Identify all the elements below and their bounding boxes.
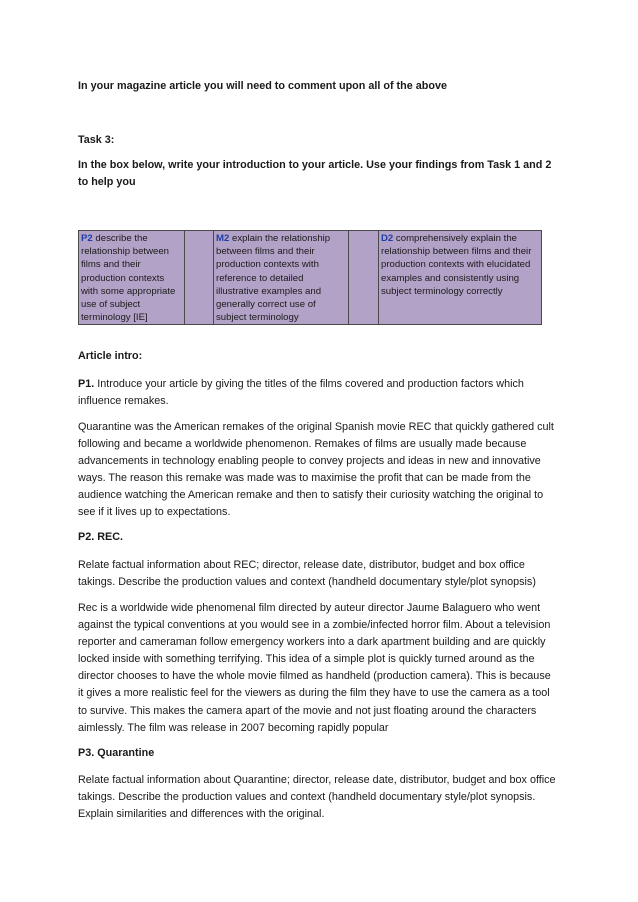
p3-prompt: Relate factual information about Quarantine; director, release date, distributor, budget and box office takings. Describe the production values and context (handheld documentary style/plot synopsis. Explain similarities and differences with the original. (78, 774, 556, 821)
criteria-row (79, 231, 542, 325)
p1-prompt (78, 376, 558, 410)
grade-label: M2 (216, 233, 230, 244)
task-instruction: In the box below, write your introduction to your article. Use your findings from Task 1 and 2 to help you (78, 159, 552, 188)
criteria-p2-cell (79, 231, 185, 325)
criteria-text: describe the relationship between films and their production contexts with some appropriate use of subject terminology [IE] (81, 233, 176, 324)
p2-body: Rec is a worldwide wide phenomenal film directed by auteur director Jaume Balaguero who went against the typical conventions at you would see in a zombie/infected horror film. About a television reporter and cameraman follow emergency workers into a dark apartment building and are quickly locked inside with something terrifying. This idea of a simple plot is quickly turned around as the director chooses to have the whole movie filmed as handheld (production camera). This is because it gives a more realistic feel for the viewers as during the film they have to use the camera as a tool to survive. This makes the camera apart of the movie and not just floating around the characters aimlessly. The film was release in 2007 becoming rapidly popular (78, 602, 551, 734)
p2-heading: P2. REC. (78, 531, 124, 543)
criteria-table (78, 230, 542, 325)
p2-prompt: Relate factual information about REC; director, release date, distributor, budget and box office takings. Describe the production values and context (handheld documentary style/plot synopsis) (78, 559, 536, 589)
criteria-d2-cell (379, 231, 542, 325)
p1-body: Quarantine was the American remakes of the original Spanish movie REC that quickly gathered cult following and became a worldwide phenomenon. Remakes of films are usually made because advancements in technology enabling people to convey projects and ideas in new and innovative ways. The reason this remake was made was to maximise the profit that can be made from the audience watching the American remake and then to satisfy their curiosity watching the original to see if it lives up to expectations. (78, 421, 554, 519)
p1-label: P1. (78, 378, 95, 390)
criteria-m2-cell (214, 231, 349, 325)
article-intro-heading: Article intro: (78, 350, 143, 362)
criteria-check-cell (349, 231, 379, 325)
intro-note: In your magazine article you will need to comment upon all of the above (78, 80, 447, 92)
grade-label: D2 (381, 233, 394, 244)
grade-label: P2 (81, 233, 93, 244)
p1-prompt-text: Introduce your article by giving the titles of the films covered and production factors which influence remakes. (78, 378, 524, 408)
task-heading: Task 3: (78, 134, 115, 146)
p3-heading: P3. Quarantine (78, 747, 155, 759)
criteria-text: comprehensively explain the relationship between films and their production contexts with elucidated examples and consistently using subject terminology correctly (381, 233, 532, 297)
criteria-text: explain the relationship between films and their production contexts with reference to detailed illustrative examples and generally correct use of subject terminology (216, 233, 331, 324)
criteria-check-cell (185, 231, 214, 325)
